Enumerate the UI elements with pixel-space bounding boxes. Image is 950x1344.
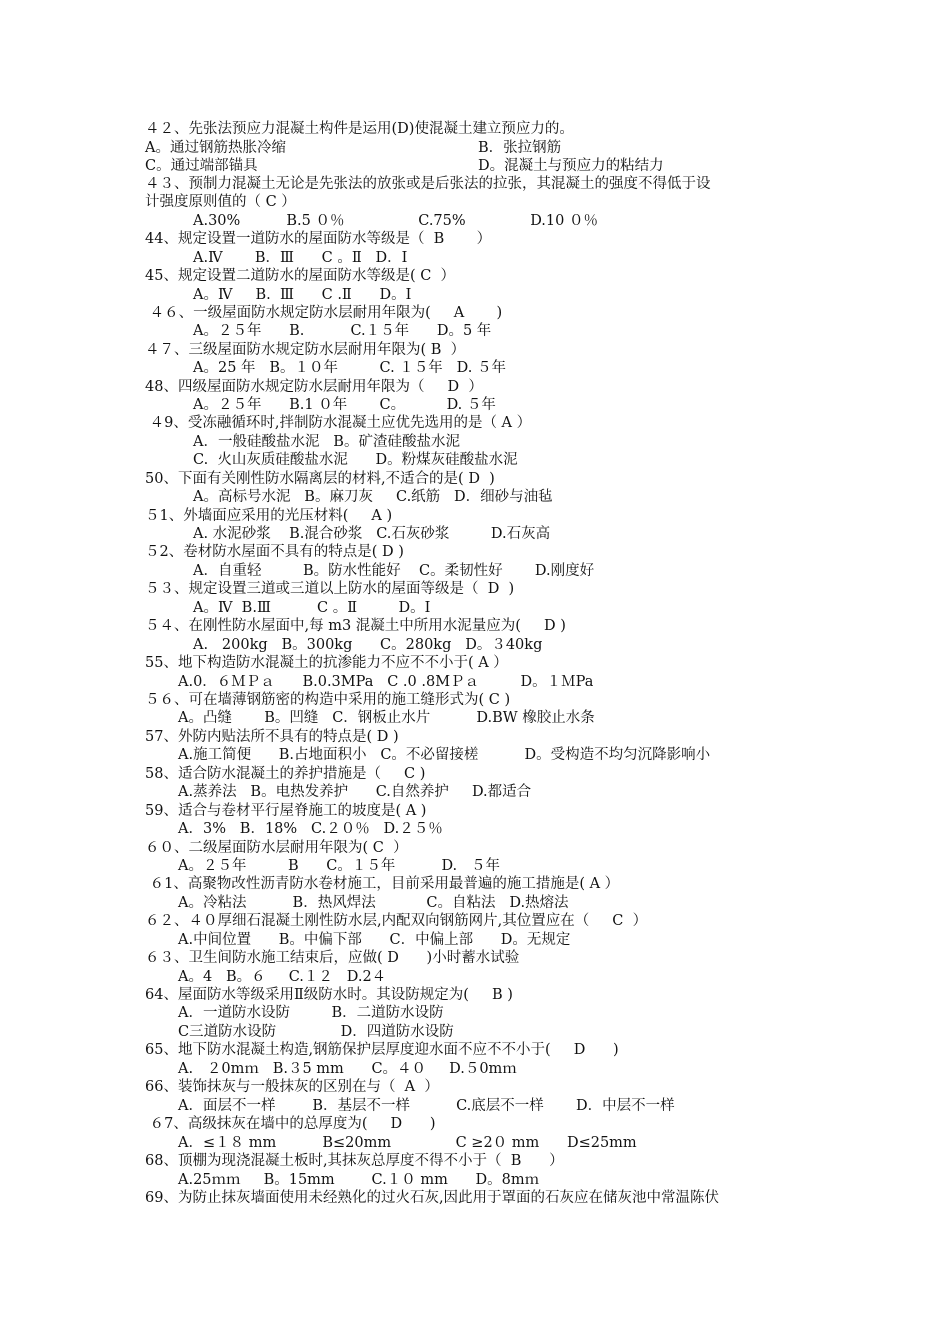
options-line: A。凸缝 B。凹缝 C．钢板止水片 D.BW 橡胶止水条 xyxy=(178,710,595,726)
question-46: ４６、一级屋面防水规定防水层耐用年限为( A ) xyxy=(145,305,503,321)
option-a: A。通过钢筋热胀冷缩 xyxy=(145,140,286,156)
question-55: 55、地下构造防水混凝土的抗渗能力不应不不小于( A ） xyxy=(145,655,508,671)
question-64: 64、屋面防水等级采用Ⅱ级防水时。其设防规定为( B ) xyxy=(145,987,513,1003)
question-43: ４３、预制力混凝土无论是先张法的放张或是后张法的拉张，其混凝土的强度不得低于设 xyxy=(145,176,711,192)
options-line: C三道防水设防 D．四道防水设防 xyxy=(178,1024,454,1040)
question-51: ５1、外墙面应采用的光压材料( A ) xyxy=(145,508,393,524)
question-50: 50、下面有关刚性防水隔离层的材料,不适合的是( D ) xyxy=(145,471,495,487)
options-line: A. 200kg B。300kg C。280kg D。３40kg xyxy=(193,637,543,653)
options-line: A。高标号水泥 B。麻刀灰 C.纸筋 D．细砂与油毡 xyxy=(193,489,553,505)
options-line: A．一道防水设防 B．二道防水设防 xyxy=(178,1005,444,1021)
options-line: A.施工简便 B.占地面积小 C。不必留接槎 D。受构造不均匀沉降影响小 xyxy=(178,747,711,763)
question-45: 45、规定设置二道防水的屋面防水等级是( C ） xyxy=(145,268,456,284)
question-57: 57、外防内贴法所不具有的特点是( D ) xyxy=(145,729,399,745)
question-63: ６３、卫生间防水施工结束后，应做( D )小时蓄水试验 xyxy=(145,950,520,966)
options-line: A。２５年 B. C.１５年 D。5 年 xyxy=(193,323,492,339)
option-d: D。混凝土与预应力的粘结力 xyxy=(478,158,664,174)
question-65: 65、地下防水混凝土构造,钢筋保护层厚度迎水面不应不不小于( D ) xyxy=(145,1042,619,1058)
question-59: 59、适合与卷材平行屋脊施工的坡度是( A ) xyxy=(145,803,427,819)
options-line: A.Ⅳ B．Ⅲ C 。Ⅱ D．Ⅰ xyxy=(193,250,408,266)
question-44: 44、规定设置一道防水的屋面防水等级是（ B ） xyxy=(145,231,492,247)
question-48: 48、四级屋面防水规定防水层耐用年限为（ D ） xyxy=(145,379,483,395)
question-56: ５６、可在墙薄钢筋密的构造中采用的施工缝形式为( C ) xyxy=(145,692,511,708)
option-b: B．张拉钢筋 xyxy=(478,140,562,156)
question-58: 58、适合防水混凝土的养护措施是（ C ) xyxy=(145,766,426,782)
options-line: A．一般硅酸盐水泥 B。矿渣硅酸盐水泥 xyxy=(193,434,460,450)
options-line: A．自重轻 B。防水性能好 C。柔韧性好 D.刚度好 xyxy=(193,563,595,579)
options-line: A.中间位置 B。中偏下部 C．中偏上部 D。无规定 xyxy=(178,932,571,948)
question-54: ５４、在刚性防水屋面中,每 m3 混凝土中所用水泥量应为( D ) xyxy=(145,618,566,634)
options-line: A.25ｍｍ B。15mm C.１０ mm D。8mｍ xyxy=(178,1172,540,1188)
option-c: C。通过端部锚具 xyxy=(145,158,258,174)
options-line: A．面层不一样 B．基层不一样 C.底层不一样 D．中层不一样 xyxy=(178,1098,675,1114)
options-line: A。２５年 B.1 ０年 C。 D. ５年 xyxy=(193,397,496,413)
options-line: A。4 B。６ C.１２ D.2４ xyxy=(178,969,387,985)
question-47: ４７、三级屋面防水规定防水层耐用年限为( B ） xyxy=(145,342,466,358)
question-42: ４２、先张法预应力混凝土构件是运用(D)使混凝土建立预应力的。 xyxy=(145,121,574,137)
options-line: A。２５年 B C。１５年 D. ５年 xyxy=(178,858,500,874)
question-61: ６1、高聚物改性沥青防水卷材施工，目前采用最普遍的施工措施是( A ） xyxy=(145,876,620,892)
options-line: A．3% B．18% C.２０％ D.２５％ xyxy=(178,821,443,837)
options-line: A．≤１８ mm B≤20mm C ≥2０ mm D≤25mm xyxy=(178,1135,637,1151)
options-line: C. 火山灰质硅酸盐水泥 D。粉煤灰硅酸盐水泥 xyxy=(193,452,518,468)
question-43-cont: 计强度原则值的（ C ） xyxy=(145,194,296,210)
options-line: A.蒸养法 B。电热发养护 C.自然养护 D.都适合 xyxy=(178,784,532,800)
options-line: A.30% B.5 ０％ C.75% D.10 ０％ xyxy=(193,213,598,229)
question-52: ５2、卷材防水屋面不具有的特点是( D ) xyxy=(145,544,404,560)
question-66: 66、装饰抹灰与一般抹灰的区别在与（ A ） xyxy=(145,1079,439,1095)
question-49: ４9、受冻融循环时,拌制防水混凝土应优先选用的是（ A ） xyxy=(145,415,532,431)
options-line: A。Ⅳ B.Ⅲ C 。Ⅱ D。Ⅰ xyxy=(193,600,431,616)
options-line: A. ２0mｍ B.３5 mm C。４０ D.５0mｍ xyxy=(178,1061,517,1077)
options-line: A。25 年 B。１０年 C. １５年 D. ５年 xyxy=(193,360,506,376)
question-67: ６7、高级抹灰在墙中的总厚度为( D ) xyxy=(145,1116,436,1132)
options-line: A。冷粘法 B．热风焊法 C。自粘法 D.热熔法 xyxy=(178,895,569,911)
options-line: A。Ⅳ B. Ⅲ C .Ⅱ D。Ⅰ xyxy=(193,287,412,303)
question-62: ６２、４０厚细石混凝土刚性防水层,内配双向钢筋网片,其位置应在（ C ） xyxy=(145,913,648,929)
question-68: 68、顶棚为现浇混凝土板时,其抹灰总厚度不得不小于（ B ） xyxy=(145,1153,564,1169)
options-line: A.0．６ＭＰａ B.0.3MPa C .0 .8MＰａ D。１ＭPa xyxy=(178,674,594,690)
question-69: 69、为防止抹灰墙面使用未经熟化的过火石灰,因此用于罩面的石灰应在储灰池中常温陈伏 xyxy=(145,1190,720,1206)
options-line: A. 水泥砂浆 B.混合砂浆 C.石灰砂浆 D.石灰高 xyxy=(193,526,551,542)
question-60: ６０、二级屋面防水层耐用年限为( C ） xyxy=(145,840,408,856)
question-53: ５３、规定设置三道或三道以上防水的屋面等级是（ D ) xyxy=(145,581,515,597)
